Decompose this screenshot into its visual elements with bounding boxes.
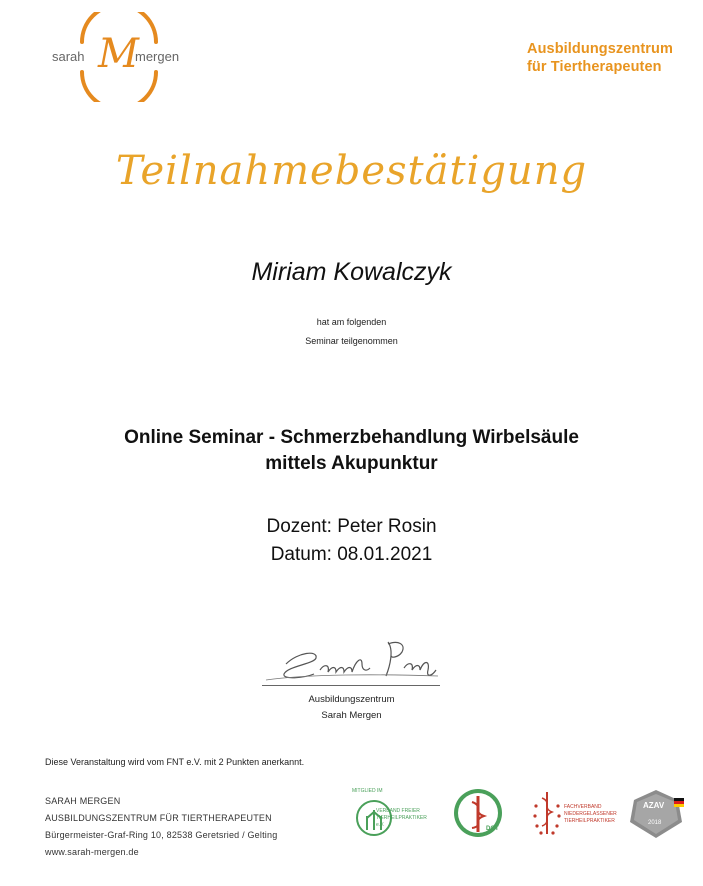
fnt-badge [532, 788, 618, 840]
footer-website[interactable]: www.sarah-mergen.de [45, 847, 139, 857]
logo-word-sarah: sarah [52, 49, 85, 64]
signature-line [262, 685, 440, 686]
azav-label: AZAV [643, 801, 665, 810]
fnt-label: FACHVERBAND NIEDERGELASSENER TIERHEILPRAKTIKER [564, 804, 617, 824]
header-line-1: Ausbildungszentrum [527, 41, 673, 57]
intro-line-2: Seminar teilgenommen [305, 336, 398, 346]
recognition-note: Diese Veranstaltung wird vom FNT e.V. mit 2 Punkten anerkannt. [45, 757, 305, 767]
logo-letter-m: M [98, 31, 139, 77]
footer-address [45, 793, 277, 861]
ftp-badge-name: VERBAND FREIER TIERHEILPRAKTIKER e.V. [376, 808, 427, 828]
signature-caption-line-1: Ausbildungszentrum [308, 694, 395, 705]
seminar-title [0, 425, 703, 477]
footer-line-1: SARAH MERGEN [45, 796, 121, 806]
azav-badge [626, 788, 686, 840]
azav-seal-icon [626, 788, 686, 840]
header-organization [527, 40, 673, 76]
participant-name: Miriam Kowalczyk [251, 258, 452, 286]
azav-year: 2018 [648, 820, 662, 826]
seminar-title-line-2: mittels Akupunktur [265, 453, 438, 474]
certificate-title: Teilnahmebestätigung [115, 148, 588, 194]
footer-line-3: Bürgermeister-Graf-Ring 10, 82538 Geretsried / Gelting [45, 830, 278, 840]
intro-line-1: hat am folgenden [316, 317, 387, 327]
ftp-badge-top: MITGLIED IM [352, 788, 383, 794]
handwritten-signature [258, 630, 448, 690]
sarah-mergen-logo [44, 12, 194, 102]
dgt-label: DGT [486, 826, 499, 832]
seminar-title-line-1: Online Seminar - Schmerzbehandlung Wirbelsäule [124, 427, 579, 448]
header-line-2: für Tiertherapeuten [527, 59, 662, 75]
dgt-badge [452, 786, 506, 840]
stars-caduceus-icon [532, 788, 562, 838]
seminar-date: Datum: 08.01.2021 [270, 544, 433, 565]
logo-word-mergen: mergen [135, 49, 180, 64]
ftp-member-badge [352, 786, 432, 838]
lecturer: Dozent: Peter Rosin [266, 516, 437, 537]
footer-line-2: AUSBILDUNGSZENTRUM FÜR TIERTHERAPEUTEN [45, 813, 272, 823]
signature-caption [0, 692, 703, 724]
seminar-details [0, 513, 703, 569]
signature-caption-line-2: Sarah Mergen [321, 710, 382, 721]
